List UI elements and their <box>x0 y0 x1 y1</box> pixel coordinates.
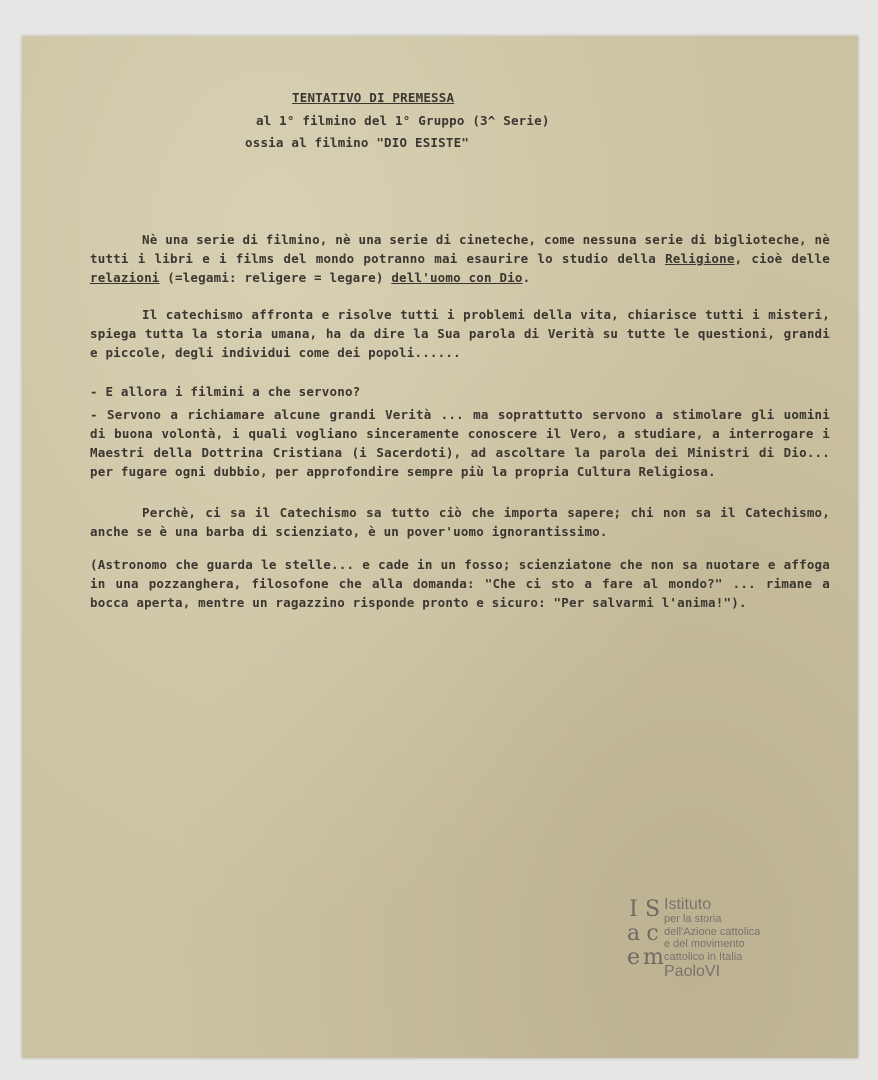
word-religione: Religione <box>665 251 735 266</box>
logo-text <box>664 896 760 980</box>
paragraph-1-part-b: , cioè delle <box>734 251 830 266</box>
isacem-logo <box>622 896 782 996</box>
subtitle-line-1: al 1° filmino del 1° Gruppo (3^ Serie) <box>256 113 550 128</box>
logo-line-4: e del movimento <box>664 938 745 950</box>
subtitle-line-2: ossia al filmino "DIO ESISTE" <box>245 135 470 150</box>
logo-letter-5: e <box>626 945 641 970</box>
document-body <box>90 230 830 626</box>
question-line: - E allora i filmini a che servono? <box>90 384 361 399</box>
paragraph-2: Il catechismo affronta e risolve tutti i problemi della vita, chiarisce tutti i misteri, spiega tutta la storia umana, ha da dire la Sua parola di Verità su tutte le questioni, grandi e piccole, degli individui come dei popoli...... <box>90 307 830 360</box>
logo-monogram <box>624 898 662 994</box>
word-relazioni: relazioni <box>90 270 160 285</box>
phrase-uomo-con-dio: dell'uomo con Dio <box>391 270 523 285</box>
document-title: TENTATIVO DI PREMESSA <box>292 90 455 105</box>
logo-letter-3: a <box>626 921 641 946</box>
paragraph-1-part-c: (=legami: religere = legare) <box>159 270 392 285</box>
answer-paragraph: - Servono a richiamare alcune grandi Verità ... ma soprattutto servono a stimolare gli uomini di buona volontà, i quali vogliano sinceramente conoscere il Vero, a studiare, a interrogare i Maestri della Dottrina Cristiana (i Sacerdoti), ad ascoltare la parola dei Ministri di Dio... per fugare ogni dubbio, per approfondire sempre più la propria Cultura Religiosa. <box>90 407 830 479</box>
logo-letter-4: c <box>646 921 659 946</box>
logo-letter-2: S <box>644 897 661 922</box>
logo-letter-6: m <box>643 945 664 970</box>
logo-line-2: per la storia <box>664 913 722 925</box>
paragraph-1-part-a: Nè una serie di filmino, nè una serie di cineteche, come nessuna serie di biglioteche, nè tutti i libri e i films del mondo potranno mai esaurire lo studio della <box>90 232 830 266</box>
logo-line-6: PaoloVI <box>664 963 721 980</box>
logo-line-1: Istituto <box>664 896 712 913</box>
logo-letter-1: I <box>629 897 638 922</box>
logo-line-5: cattolico in Italia <box>664 950 743 963</box>
paragraph-1 <box>90 230 830 287</box>
heading-block <box>222 88 642 156</box>
logo-line-3: dell'Azione cattolica <box>664 925 761 938</box>
paragraph-1-part-d: . <box>522 270 531 285</box>
paragraph-4: (Astronomo che guarda le stelle... e cade in un fosso; scienziatone che non sa nuotare e affoga in una pozzanghera, filosofone che alla domanda: "Che ci sto a fare al mondo?" ... rimane a bocca aperta, mentre un ragazzino risponde pronto e sicuro: "Per salvarmi l'anima!"). <box>90 557 830 610</box>
paragraph-3: Perchè, ci sa il Catechismo sa tutto ciò che importa sapere; chi non sa il Catechismo, anche se è una barba di scienziato, è un pover'uomo ignorantissimo. <box>90 505 830 539</box>
